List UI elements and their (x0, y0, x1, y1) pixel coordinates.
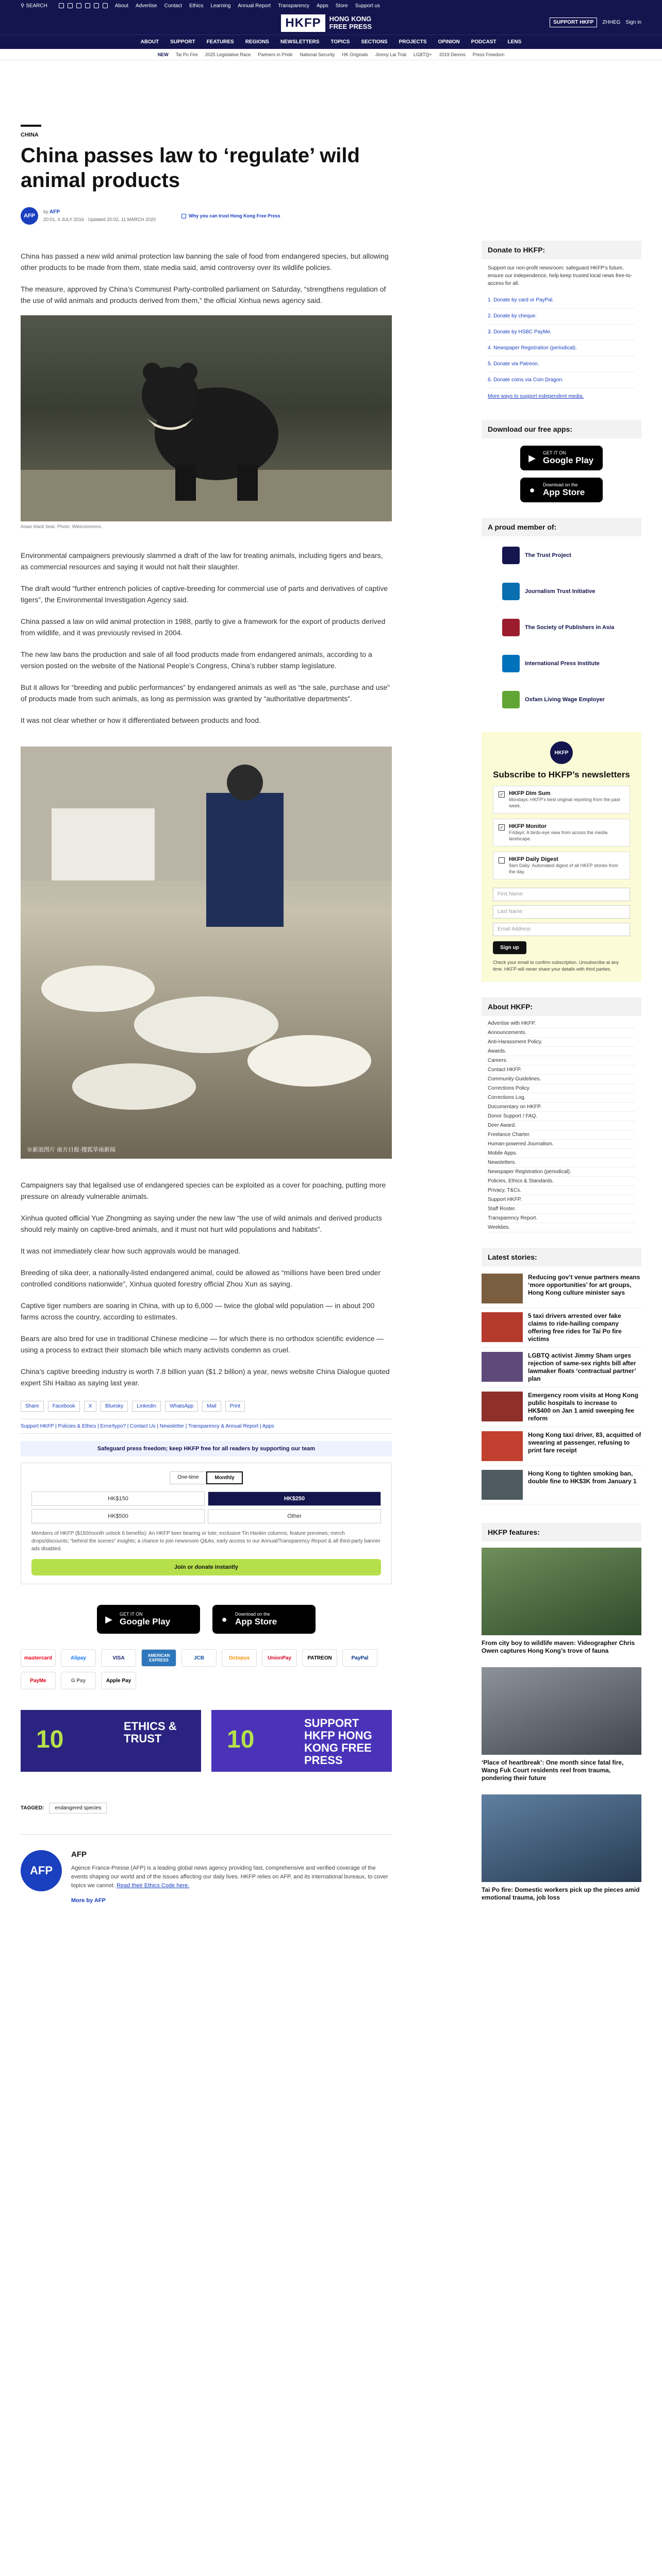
share-facebook-button[interactable]: Facebook (48, 1401, 80, 1412)
newsletter-checkbox[interactable] (499, 857, 505, 863)
animal-pile (72, 1063, 196, 1110)
apps-panel-title: Download our free apps: (482, 420, 641, 438)
promo-row (21, 1710, 392, 1772)
bear-photo (21, 315, 392, 521)
member-name: International Press Institute (525, 660, 600, 667)
newsletter-option-name: HKFP Monitor (509, 823, 547, 829)
updated-date: Updated 20:02, 11 MARCH 2020 (88, 217, 156, 222)
officer-figure (206, 793, 284, 927)
sack (52, 808, 155, 880)
nav-sections[interactable]: SECTIONS (361, 39, 388, 45)
latest-story[interactable] (482, 1308, 641, 1348)
publish-date: 20:01, 4 JULY 2016 (43, 217, 84, 222)
tags (21, 1803, 392, 1814)
payme-logo: PayMe (21, 1672, 56, 1689)
threads-icon[interactable] (94, 3, 99, 8)
author-box (21, 1834, 392, 1904)
animal-pile (134, 996, 278, 1053)
paragraph: The draft would “further entrench policies of captive-breeding for commercial use of parts and derivatives of captive tigers”, the Environmental Investigation Agency said. (21, 584, 388, 604)
paragraph: Xinhua quoted official Yue Zhongming as saying under the new law “the use of wild animals and derived products should rely mainly on captive-bred animals, and it must not hurt wild populations and habitats”. (21, 1214, 382, 1233)
bear-leg (237, 465, 258, 501)
telegram-icon[interactable] (103, 3, 108, 8)
feature-image (482, 1667, 641, 1755)
latest-panel (482, 1248, 641, 1507)
nav-support[interactable]: SUPPORT (170, 39, 195, 45)
donate-method[interactable]: 3. Donate by HSBC PayMe. (488, 325, 635, 341)
animal-pile (247, 1035, 371, 1087)
trust-link-label: Why you can trust Hong Kong Free Press (189, 213, 280, 218)
nav-about[interactable]: ABOUT (140, 39, 159, 45)
author-avatar[interactable]: AFP (21, 207, 38, 225)
donate-method[interactable]: 2. Donate by cheque. (488, 309, 635, 325)
search-label: SEARCH (26, 3, 47, 9)
newsletter-fineprint: Check your email to confirm subscription. Unsubscribe at any time. HKFP will never share your details with third parties. (493, 960, 619, 972)
about-link[interactable]: Weeklies. (488, 1223, 635, 1232)
features-panel (482, 1523, 641, 1908)
as-big: App Store (235, 1617, 277, 1626)
alipay-logo: Alipay (61, 1649, 96, 1667)
masthead-actions (550, 18, 641, 27)
google-play-button[interactable] (97, 1605, 200, 1634)
latest-story[interactable] (482, 1348, 641, 1387)
feature-headline: From city boy to wildlife maven: Videographer Chris Owen captures Hong Kong’s trove of fauna (482, 1639, 635, 1654)
about-link[interactable]: Privacy, T&Cs. (488, 1186, 635, 1195)
x-icon[interactable] (68, 3, 73, 8)
trending-item[interactable]: HK Originals (342, 52, 368, 57)
unionpay-logo: UnionPay (262, 1649, 297, 1667)
donate-method[interactable]: 4. Newspaper Registration (periodical). (488, 341, 635, 357)
trending-item[interactable]: Press Freedom (472, 52, 505, 57)
youtube-icon[interactable] (85, 3, 90, 8)
topbar-link-apps[interactable]: Apps (316, 3, 328, 9)
app-buttons-row (21, 1605, 392, 1634)
topbar-link-ethics[interactable]: Ethics (189, 3, 204, 9)
bear-illustration (21, 315, 392, 521)
story-headline: LGBTQ activist Jimmy Sham urges rejection of same-sex rights bill after lawmaker floats ‘contractual partner’ plan (528, 1352, 636, 1382)
gp-small: GET IT ON (543, 450, 566, 455)
signin-link[interactable]: Sign in (625, 20, 641, 25)
paragraph: It was not clear whether or how it differentiated between products and food. (21, 716, 261, 724)
monthly-option[interactable]: Monthly (206, 1471, 242, 1484)
seizure-illustration (21, 747, 392, 1159)
about-link[interactable]: Awards. (488, 1047, 635, 1056)
nav-regions[interactable]: REGIONS (245, 39, 269, 45)
amount-options (31, 1492, 381, 1523)
about-link[interactable]: Freelance Charter. (488, 1130, 635, 1140)
newsletter-option-name: HKFP Dim Sum (509, 790, 551, 796)
social-icons (59, 3, 108, 8)
latest-list (482, 1266, 641, 1507)
member-logo[interactable] (482, 580, 641, 603)
member-logo[interactable] (482, 688, 641, 711)
search-link[interactable]: ⚲ SEARCH (21, 3, 47, 9)
visa-logo: VISA (101, 1649, 136, 1667)
newsletter-title: Subscribe to HKFP’s newsletters (493, 770, 630, 779)
feature-image (482, 1794, 641, 1882)
story-thumbnail (482, 1352, 523, 1382)
about-link[interactable]: Policies, Ethics & Standards. (488, 1177, 635, 1186)
trending-item[interactable]: LGBTQ+ (413, 52, 432, 57)
donate-methods (482, 293, 641, 388)
nav-topics[interactable]: TOPICS (330, 39, 350, 45)
share-print-button[interactable]: Print (225, 1401, 245, 1412)
support-banner[interactable]: Safeguard press freedom; keep HKFP free for all readers by supporting our team (21, 1441, 392, 1456)
story-thumbnail (482, 1431, 523, 1461)
trust-project-icon (502, 547, 520, 564)
member-logo[interactable] (482, 544, 641, 567)
gp-small: GET IT ON (120, 1612, 143, 1617)
facebook-icon[interactable] (59, 3, 64, 8)
trending-item[interactable]: National Security (300, 52, 335, 57)
about-link[interactable]: Transparency Report. (488, 1214, 635, 1223)
share-mail-button[interactable]: Mail (202, 1401, 221, 1412)
seizure-photo (21, 747, 392, 1159)
about-link[interactable]: Human-powered Journalism. (488, 1140, 635, 1149)
story-thumbnail (482, 1312, 523, 1342)
ethics-promo[interactable] (21, 1710, 201, 1772)
paragraph: The new law bans the production and sale of all food products made from endangered animals, according to a version posted on the website of the National People’s Congress, China’s rubber stamp legislature. (21, 650, 372, 670)
newsletter-option[interactable] (493, 819, 630, 846)
trending-item[interactable]: Tai Po Fire (175, 52, 198, 57)
membership-note: Members of HKFP ($150/month unlock 6 benefits): An HKFP beer bearing or tote; exclusive Tin Hankin columns; feature previews; merch drops/discounts; “behind the scenes” insights; a chance to join newsroom Q&As; early access to our Annual/Transparency Report & all third-party banner ads disabled. (31, 1531, 380, 1552)
topbar-link-learning[interactable]: Learning (210, 3, 231, 9)
donate-panel (482, 241, 641, 404)
feature-headline: ‘Place of heartbreak’: One month since fatal fire, Wang Fuk Court residents reel from trauma, pondering their future (482, 1759, 624, 1782)
topbar-link-store[interactable]: Store (335, 3, 348, 9)
newsletter-option-desc: Fridays: A birds-eye view from across the media landscape. (509, 830, 608, 841)
share-x-button[interactable]: X (84, 1401, 97, 1412)
google-play-icon: ▶ (528, 453, 536, 463)
article-body-b (21, 550, 392, 726)
latest-panel-title: Latest stories: (482, 1248, 641, 1266)
trending-item[interactable]: Jimmy Lai Trial (375, 52, 406, 57)
article-category[interactable]: CHINA (21, 132, 39, 138)
paragraph: China passed a law on wild animal protection in 1988, partly to give a framework for the export of products derived from wildlife, and it was previously revised in 2004. (21, 617, 386, 637)
top-utility-bar (0, 0, 662, 11)
paragraph: But it allows for “breeding and public performances” by endangered animals as well as “the sale, purchase and use” of products made from such animals, as long as permission was granted by “authoritative departments”. (21, 683, 390, 703)
last-name-field[interactable]: Last Name (493, 905, 630, 919)
author-card (21, 1850, 392, 1904)
story-thumbnail (482, 1470, 523, 1500)
as-small: Download on the (543, 482, 578, 487)
newsletter-option-name: HKFP Daily Digest (509, 856, 558, 862)
octopus-logo: Octopus (222, 1649, 257, 1667)
nav-newsletters[interactable]: NEWSLETTERS (280, 39, 320, 45)
about-link[interactable]: Advertise with HKFP. (488, 1019, 635, 1028)
apple-icon: ● (529, 485, 535, 495)
nav-lens[interactable]: LENS (507, 39, 522, 45)
one-time-option[interactable]: One-time (170, 1471, 206, 1484)
member-logo[interactable] (482, 652, 641, 675)
member-name: Journalism Trust Initiative (525, 588, 595, 595)
amount-option-other[interactable]: Other (208, 1509, 381, 1523)
trending-item[interactable]: 2025 Legislative Race (205, 52, 251, 57)
donate-widget (21, 1463, 392, 1584)
email-field[interactable]: Email Address (493, 923, 630, 936)
ethics-promo-number: 10 (36, 1726, 64, 1753)
article-column (21, 60, 392, 1904)
about-link[interactable]: Careers. (488, 1056, 635, 1065)
about-link[interactable]: Community Guidelines. (488, 1075, 635, 1084)
share-whatsapp-button[interactable]: WhatsApp (165, 1401, 198, 1412)
paragraph: Bears are also bred for use in traditional Chinese medicine — for which there is no orthodox scientific evidence — using a process to extract their stomach bile which many activists condemn as cruel. (21, 1334, 384, 1354)
donate-method[interactable]: 1. Donate by card or PayPal. (488, 293, 635, 309)
about-links (482, 1019, 641, 1232)
more-ways-link[interactable]: More ways to support independent media. (488, 394, 584, 399)
about-link[interactable]: Corrections Policy. (488, 1084, 635, 1093)
instagram-icon[interactable] (76, 3, 81, 8)
signup-button[interactable]: Sign up (493, 941, 526, 954)
more-by-author-link[interactable]: More by AFP (71, 1897, 106, 1904)
latest-story[interactable] (482, 1427, 641, 1466)
shield-icon (181, 214, 186, 218)
latest-story[interactable] (482, 1387, 641, 1427)
author-bio-text: Agence France-Presse (AFP) is a leading global news agency providing fast, comprehensive and verified coverage of the events shaping our world and of the issues affecting our daily lives. HKFP relies on AFP, and its international bureaux, to cover topics we cannot. (71, 1865, 388, 1889)
about-panel (482, 997, 641, 1232)
support-promo-number: 10 (227, 1726, 255, 1753)
tag-item[interactable]: endangered species (49, 1803, 107, 1814)
nav-opinion[interactable]: OPINION (438, 39, 460, 45)
google-play-icon: ▶ (105, 1614, 112, 1624)
main-nav (0, 35, 662, 49)
latest-story[interactable] (482, 1269, 641, 1308)
category-rule (21, 125, 41, 127)
tags-label: TAGGED: (21, 1805, 44, 1811)
sopa-icon (502, 619, 520, 636)
member-name: The Society of Publishers in Asia (525, 624, 615, 631)
oxfam-icon (502, 691, 520, 708)
trust-link[interactable] (181, 213, 280, 218)
article-body-a (21, 250, 392, 306)
about-panel-title: About HKFP: (482, 997, 641, 1016)
bear-ear (179, 363, 197, 381)
article-title: China passes law to ‘regulate’ wild animal products (21, 144, 360, 192)
trending-label: NEW (157, 52, 169, 57)
amount-option[interactable]: HK$500 (31, 1509, 205, 1523)
language-switch[interactable]: ZHHEG (602, 20, 621, 25)
first-name-field[interactable]: First Name (493, 888, 630, 901)
trending-item[interactable]: 2019 Demos (439, 52, 466, 57)
about-link[interactable]: Staff Roster. (488, 1205, 635, 1214)
site-logo[interactable] (281, 14, 380, 32)
newsletter-panel (482, 732, 641, 982)
apple-icon: ● (221, 1614, 227, 1624)
sidebar-app-buttons (482, 446, 641, 502)
member-logo[interactable] (482, 616, 641, 639)
masthead (0, 11, 662, 35)
member-name: The Trust Project (525, 552, 571, 558)
about-link[interactable]: Donor Support / FAQ. (488, 1112, 635, 1121)
content-wrapper (21, 60, 641, 2576)
share-linkedin-button[interactable]: LinkedIn (132, 1401, 161, 1412)
officer-head (227, 765, 263, 801)
latest-story[interactable] (482, 1466, 641, 1504)
donate-method[interactable]: 6. Donate coins via Coin Dragon. (488, 372, 635, 388)
payment-methods (21, 1649, 392, 1689)
about-link[interactable]: Documentary on HKFP. (488, 1103, 635, 1112)
gpay-logo: G Pay (61, 1672, 96, 1689)
bear-ear (143, 363, 161, 381)
gp-big: Google Play (120, 1617, 171, 1626)
paragraph: Captive tiger numbers are soaring in China, with up to 6,000 — twice the global wild population — in about 200 farms across the country, according to estimates. (21, 1301, 375, 1321)
member-name: Oxfam Living Wage Employer (525, 697, 605, 703)
support-promo[interactable] (211, 1710, 392, 1772)
paragraph: Campaigners say that legalised use of endangered species can be exploited as a cover for poaching, putting more pressure on already vulnerable animals. (21, 1181, 386, 1200)
byline-meta: by AFP 20:01, 4 JULY 2016 · Updated 20:02, 11 MARCH 2020 (43, 209, 156, 222)
nav-podcast[interactable]: PODCAST (471, 39, 496, 45)
as-big: App Store (543, 487, 585, 497)
newsletter-checkbox[interactable]: ✓ (499, 824, 505, 831)
donate-method[interactable]: 5. Donate via Patreon. (488, 357, 635, 372)
donate-intro[interactable]: Support our non-profit newsroom: safeguard HKFP’s future, ensure our independence, help keep trusted local news free-to-access for all. (488, 265, 633, 286)
paragraph: Breeding of sika deer, a nationally-listed endangered animal, could be allowed as “millions have been bred under controlled conditions nationwide”, Xinhua quoted forestry official Zhou Xun as saying. (21, 1268, 381, 1288)
paypal-logo: PayPal (342, 1649, 377, 1667)
newsletter-checkbox[interactable]: ✓ (499, 791, 505, 798)
paragraph: The measure, approved by China’s Communist Party-controlled parliament on Saturday, “strengthens regulation of the use of wild animals and products derived from them,” the official Xinhua news agency said. (21, 285, 386, 304)
ipi-icon (502, 655, 520, 672)
newsletter-option[interactable] (493, 786, 630, 814)
paragraph: China has passed a new wild animal protection law banning the sale of food from endangered species, but allowing other products to be made from them, state media said, amid controversy over its wildlife policies. (21, 252, 389, 272)
share-bar (21, 1401, 392, 1412)
support-promo-text: SUPPORT HKFP HONG KONG FREE PRESS (304, 1717, 372, 1767)
about-link[interactable]: Announcements. (488, 1028, 635, 1038)
author-box-name[interactable]: AFP (71, 1850, 87, 1859)
about-link[interactable]: Newsletters. (488, 1158, 635, 1167)
author-link[interactable]: AFP (49, 209, 60, 215)
donate-panel-title: Donate to HKFP: (482, 241, 641, 259)
photo-caption: Asian black bear. Photo: Wikicommons. (21, 524, 103, 529)
author-box-avatar[interactable]: AFP (21, 1850, 62, 1891)
bear-leg (175, 465, 196, 501)
mastercard-logo: mastercard (21, 1649, 56, 1667)
nav-features[interactable]: FEATURES (206, 39, 234, 45)
feature-image (482, 1548, 641, 1635)
member-logos (482, 544, 641, 711)
feature-headline: Tai Po fire: Domestic workers pick up the pieces amid emotional trauma, job loss (482, 1886, 640, 1901)
about-link[interactable]: Contact HKFP. (488, 1065, 635, 1075)
amex-logo: AMERICAN EXPRESS (141, 1649, 176, 1667)
about-link[interactable]: Mobile Apps. (488, 1149, 635, 1158)
topbar-link-transparency[interactable]: Transparency (278, 3, 309, 9)
amount-option-selected[interactable]: HK$250 (208, 1492, 381, 1506)
amount-option[interactable]: HK$150 (31, 1492, 205, 1506)
paragraph: Environmental campaigners previously slammed a draft of the law for treating animals, including tigers and bears, as commercial resources and saying it would not halt their slaughter. (21, 551, 383, 571)
about-link[interactable]: Support HKFP. (488, 1195, 635, 1205)
article-body-c (21, 1179, 392, 1388)
newsletter-option-desc: 9am Daily: Automated digest of all HKFP stories from the day. (509, 863, 618, 874)
story-headline: Reducing gov’t venue partners means ‘more opportunities’ for art groups, Hong Kong culture minister says (528, 1274, 640, 1296)
about-link[interactable]: Anti-Harassment Policy. (488, 1038, 635, 1047)
sidebar-app-store-button[interactable] (520, 478, 603, 502)
topbar-link-annual-report[interactable]: Annual Report (238, 3, 271, 9)
sidebar (482, 60, 641, 1908)
share-bluesky-button[interactable]: Bluesky (101, 1401, 128, 1412)
trending-item[interactable]: Partners in Pride (258, 52, 293, 57)
member-panel (482, 518, 641, 711)
as-small: Download on the (235, 1612, 270, 1617)
author-box-text (71, 1850, 392, 1904)
topbar-link-about[interactable]: About (114, 3, 128, 9)
story-headline: Hong Kong taxi driver, 83, acquitted of swearing at passenger, refusing to print fare receipt (528, 1431, 641, 1454)
gp-big: Google Play (543, 455, 594, 465)
newsletter-option[interactable] (493, 852, 630, 879)
logo-mark: HKFP (281, 14, 325, 32)
applepay-logo: Apple Pay (101, 1672, 136, 1689)
feature-story[interactable] (482, 1794, 641, 1908)
nav-projects[interactable]: PROJECTS (399, 39, 427, 45)
about-link[interactable]: Corrections Log. (488, 1093, 635, 1103)
story-thumbnail (482, 1392, 523, 1421)
share-label: Share (21, 1401, 44, 1412)
paragraph: China’s captive breeding industry is worth 7.8 billion yuan ($1.2 billion) a year, news website China Dialogue quoted expert Shi Haitao as saying last year. (21, 1367, 390, 1387)
author-bio (71, 1864, 392, 1890)
newsletter-option-desc: Mondays: HKFP’s best original reporting from the past week. (509, 797, 620, 808)
policy-links[interactable]: Support HKFP | Policies & Ethics | Error/typo? | Contact Us | Newsletter | Transparency & Annual Report | Apps (21, 1419, 392, 1434)
feature-story[interactable] (482, 1667, 641, 1788)
topbar-link-contact[interactable]: Contact (164, 3, 183, 9)
photo-watermark: ※新浪图片 南方日报-搜狐华南新闻 (27, 1147, 115, 1153)
jcb-logo: JCB (181, 1649, 217, 1667)
features-panel-title: HKFP features: (482, 1523, 641, 1541)
feature-story[interactable] (482, 1548, 641, 1661)
story-thumbnail (482, 1274, 523, 1303)
story-headline: 5 taxi drivers arrested over fake claims to ride-hailing company offering free rides for Tai Po fire victims (528, 1312, 622, 1343)
newsletter-badge: HKFP (550, 741, 573, 764)
apps-panel (482, 420, 641, 502)
topbar-link-advertise[interactable]: Advertise (135, 3, 157, 9)
ethics-promo-text: ETHICS & TRUST (124, 1720, 177, 1745)
about-link[interactable]: Newspaper Registration (periodical). (488, 1167, 635, 1177)
logo-text: HONG KONG FREE PRESS (329, 14, 372, 30)
story-headline: Emergency room visits at Hong Kong public hospitals to increase to HK$400 on Jan 1 amid sweeping fee reform (528, 1392, 639, 1422)
topbar-link-support[interactable]: Support us (355, 3, 380, 9)
member-panel-title: A proud member of: (482, 518, 641, 536)
sidebar-google-play-button[interactable] (520, 446, 603, 470)
story-headline: Hong Kong to tighten smoking ban, double fine to HK$3K from January 1 (528, 1470, 637, 1485)
app-store-button[interactable] (212, 1605, 316, 1634)
paragraph: It was not immediately clear how such approvals would be managed. (21, 1247, 241, 1255)
jti-icon (502, 583, 520, 600)
patreon-logo: PATREON (302, 1649, 337, 1667)
frequency-toggle (31, 1471, 381, 1484)
support-button[interactable]: SUPPORT HKFP (550, 18, 597, 27)
animal-pile (41, 965, 155, 1012)
join-donate-button[interactable]: Join or donate instantly (31, 1559, 381, 1575)
trending-bar (0, 49, 662, 60)
ethics-code-link[interactable]: Read their Ethics Code here. (117, 1883, 190, 1889)
about-link[interactable]: Deer Award. (488, 1121, 635, 1130)
byline (21, 207, 392, 225)
